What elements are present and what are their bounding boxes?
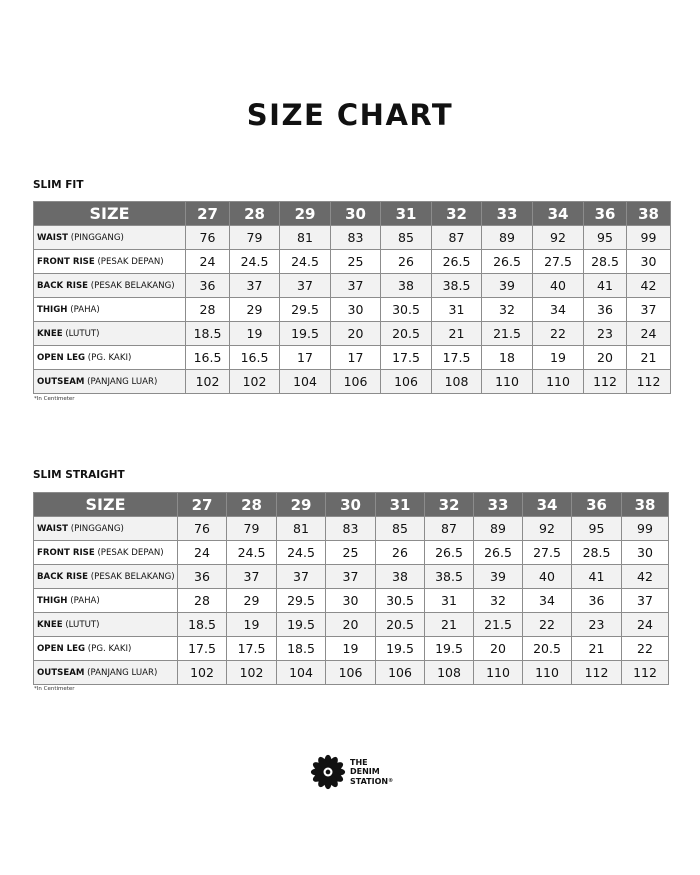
table-cell: 20 [474,637,523,661]
table-cell: 83 [326,517,376,541]
row-label-main: BACK RISE [37,280,89,291]
table-cell: 102 [227,661,277,685]
row-label-translation: (PAHA) [67,595,100,606]
table-cell: 37 [227,565,277,589]
table-cell: 21 [425,613,474,637]
table-cell: 22 [533,322,584,346]
header-size-28: 28 [227,493,277,517]
table-cell: 79 [227,517,277,541]
table-cell: 76 [178,517,227,541]
header-size-36: 36 [584,202,627,226]
row-label-main: BACK RISE [37,571,89,582]
row-label-main: FRONT RISE [37,547,95,558]
table-cell: 19 [230,322,280,346]
table-cell: 17 [280,346,331,370]
table-cell: 112 [622,661,669,685]
table-cell: 21.5 [474,613,523,637]
table-cell: 26.5 [425,541,474,565]
table-cell: 17.5 [381,346,432,370]
row-label [34,661,178,685]
table-cell: 18 [482,346,533,370]
table-cell: 108 [425,661,474,685]
table-cell: 36 [178,565,227,589]
table-cell: 26.5 [482,250,533,274]
table-cell: 37 [326,565,376,589]
row-label [34,250,186,274]
table-cell: 18.5 [277,637,326,661]
table-cell: 27.5 [523,541,572,565]
table-cell: 36 [186,274,230,298]
table-cell: 17.5 [178,637,227,661]
row-label [34,370,186,394]
row-label-main: OUTSEAM [37,376,85,387]
header-size-32: 32 [425,493,474,517]
table-cell: 37 [331,274,381,298]
header-size-27: 27 [178,493,227,517]
row-label-translation: (LUTUT) [62,619,100,630]
table-cell: 112 [584,370,627,394]
row-label-translation: (PANJANG LUAR) [84,376,158,387]
table-cell: 99 [627,226,671,250]
table-cell: 29.5 [280,298,331,322]
table-cell: 20.5 [381,322,432,346]
row-label [34,346,186,370]
table-cell: 19.5 [277,613,326,637]
table-cell: 112 [572,661,622,685]
table-cell: 39 [482,274,533,298]
header-size-31: 31 [376,493,425,517]
table-cell: 24 [622,613,669,637]
table-cell: 110 [482,370,533,394]
table-cell: 95 [584,226,627,250]
table-cell: 92 [523,517,572,541]
table-cell: 110 [474,661,523,685]
table-cell: 89 [482,226,533,250]
table-cell: 24 [627,322,671,346]
row-label [34,226,186,250]
table-cell: 24.5 [230,250,280,274]
table-cell: 19 [326,637,376,661]
table-cell: 34 [533,298,584,322]
table-cell: 28 [178,589,227,613]
table-cell: 89 [474,517,523,541]
brand-line-2: DENIM [350,767,380,777]
table-cell: 19 [227,613,277,637]
row-label-main: WAIST [37,232,68,243]
row-label [34,274,186,298]
row-label [34,637,178,661]
table-cell: 34 [523,589,572,613]
table-cell: 29 [227,589,277,613]
table-cell: 21 [572,637,622,661]
table-cell: 108 [432,370,482,394]
table-cell: 17.5 [432,346,482,370]
header-size-33: 33 [474,493,523,517]
table-cell: 23 [572,613,622,637]
brand-line-1: THE [350,757,368,767]
table-header-row [34,202,671,226]
table-row [34,661,669,685]
table-cell: 36 [584,298,627,322]
table-cell: 29.5 [277,589,326,613]
table-cell: 104 [277,661,326,685]
row-label [34,517,178,541]
footnote-slim-straight: *In Centimeter [34,686,75,692]
table-cell: 30 [627,250,671,274]
table-cell: 19.5 [376,637,425,661]
table-cell: 27.5 [533,250,584,274]
table-cell: 24 [178,541,227,565]
table-cell: 30 [326,589,376,613]
row-label [34,613,178,637]
row-label-translation: (LUTUT) [62,328,100,339]
row-label-translation: (PAHA) [67,304,100,315]
table-row [34,517,669,541]
table-cell: 40 [533,274,584,298]
table-cell: 19.5 [425,637,474,661]
row-label-translation: (PESAK DEPAN) [94,256,164,267]
table-cell: 30.5 [381,298,432,322]
table-cell: 16.5 [230,346,280,370]
row-label-main: FRONT RISE [37,256,95,267]
table-cell: 21.5 [482,322,533,346]
table-cell: 85 [376,517,425,541]
row-label-translation: (PG. KAKI) [85,643,132,654]
table-cell: 40 [523,565,572,589]
table-cell: 41 [584,274,627,298]
row-label-translation: (PANJANG LUAR) [84,667,158,678]
table-cell: 30 [331,298,381,322]
header-size-34: 34 [523,493,572,517]
table-cell: 23 [584,322,627,346]
table-cell: 38.5 [432,274,482,298]
table-cell: 106 [376,661,425,685]
page-title: SIZE CHART [246,98,454,132]
row-label [34,589,178,613]
table-cell: 31 [425,589,474,613]
table-cell: 42 [627,274,671,298]
table-cell: 36 [572,589,622,613]
table-cell: 39 [474,565,523,589]
table-cell: 26 [376,541,425,565]
table-cell: 38.5 [425,565,474,589]
table-header-row [34,493,669,517]
table-cell: 18.5 [186,322,230,346]
table-cell: 106 [381,370,432,394]
row-label-main: THIGH [37,304,68,315]
table-row [34,613,669,637]
table-row [34,322,671,346]
table-cell: 31 [432,298,482,322]
table-cell: 37 [277,565,326,589]
table-cell: 102 [178,661,227,685]
row-label-main: THIGH [37,595,68,606]
table-cell: 38 [376,565,425,589]
brand-name [350,758,393,787]
table-row [34,589,669,613]
row-label-translation: (PG. KAKI) [85,352,132,363]
size-table-slim-straight [33,492,669,685]
table-cell: 22 [523,613,572,637]
table-cell: 104 [280,370,331,394]
header-size-28: 28 [230,202,280,226]
flower-icon [310,754,346,790]
size-table-slim-fit [33,201,671,394]
table-cell: 24.5 [227,541,277,565]
table-cell: 16.5 [186,346,230,370]
header-size-label: SIZE [34,202,186,226]
footnote-slim-fit: *In Centimeter [34,396,75,402]
row-label [34,541,178,565]
table-row [34,541,669,565]
table-cell: 28.5 [584,250,627,274]
table-cell: 32 [482,298,533,322]
table-cell: 92 [533,226,584,250]
table-cell: 110 [533,370,584,394]
table-cell: 102 [230,370,280,394]
table-cell: 20.5 [376,613,425,637]
row-label [34,565,178,589]
header-size-31: 31 [381,202,432,226]
table-cell: 87 [425,517,474,541]
table-cell: 21 [432,322,482,346]
table-cell: 28.5 [572,541,622,565]
header-size-29: 29 [280,202,331,226]
table-cell: 42 [622,565,669,589]
table-cell: 30.5 [376,589,425,613]
table-row [34,346,671,370]
table-row [34,226,671,250]
table-cell: 110 [523,661,572,685]
table-cell: 20 [326,613,376,637]
table-cell: 87 [432,226,482,250]
table-cell: 95 [572,517,622,541]
table-cell: 38 [381,274,432,298]
table-cell: 25 [331,250,381,274]
table-row [34,298,671,322]
table-cell: 28 [186,298,230,322]
section-title-slim-straight: SLIM STRAIGHT [33,469,125,481]
table-row [34,565,669,589]
table-cell: 26.5 [432,250,482,274]
table-cell: 17 [331,346,381,370]
header-size-label: SIZE [34,493,178,517]
row-label-main: KNEE [37,619,63,630]
row-label-translation: (PESAK BELAKANG) [88,280,175,291]
table-row [34,637,669,661]
table-cell: 37 [230,274,280,298]
table-row [34,274,671,298]
table-cell: 99 [622,517,669,541]
table-cell: 102 [186,370,230,394]
section-title-slim-fit: SLIM FIT [33,179,84,191]
row-label [34,298,186,322]
row-label-translation: (PINGGANG) [68,232,124,243]
table-cell: 24.5 [277,541,326,565]
header-size-38: 38 [622,493,669,517]
table-cell: 32 [474,589,523,613]
header-size-36: 36 [572,493,622,517]
table-cell: 24 [186,250,230,274]
row-label-main: KNEE [37,328,63,339]
brand-line-3: STATION® [350,776,394,786]
table-cell: 19 [533,346,584,370]
row-label-main: OUTSEAM [37,667,85,678]
table-cell: 37 [622,589,669,613]
table-cell: 26 [381,250,432,274]
header-size-34: 34 [533,202,584,226]
header-size-30: 30 [331,202,381,226]
table-cell: 29 [230,298,280,322]
brand-logo [310,752,410,792]
table-cell: 21 [627,346,671,370]
row-label-main: OPEN LEG [37,643,86,654]
table-cell: 79 [230,226,280,250]
table-cell: 106 [326,661,376,685]
row-label-translation: (PESAK DEPAN) [94,547,164,558]
row-label-main: WAIST [37,523,68,534]
row-label [34,322,186,346]
row-label-main: OPEN LEG [37,352,86,363]
table-cell: 24.5 [280,250,331,274]
table-row [34,370,671,394]
table-cell: 37 [627,298,671,322]
table-cell: 85 [381,226,432,250]
header-size-38: 38 [627,202,671,226]
row-label-translation: (PINGGANG) [68,523,124,534]
table-cell: 106 [331,370,381,394]
header-size-32: 32 [432,202,482,226]
table-cell: 20 [331,322,381,346]
table-cell: 19.5 [280,322,331,346]
table-cell: 83 [331,226,381,250]
row-label-translation: (PESAK BELAKANG) [88,571,175,582]
table-cell: 18.5 [178,613,227,637]
table-cell: 41 [572,565,622,589]
header-size-29: 29 [277,493,326,517]
table-cell: 30 [622,541,669,565]
header-size-33: 33 [482,202,533,226]
table-cell: 22 [622,637,669,661]
header-size-27: 27 [186,202,230,226]
table-row [34,250,671,274]
table-cell: 20 [584,346,627,370]
table-cell: 17.5 [227,637,277,661]
table-cell: 25 [326,541,376,565]
header-size-30: 30 [326,493,376,517]
table-cell: 81 [277,517,326,541]
table-cell: 81 [280,226,331,250]
table-cell: 26.5 [474,541,523,565]
table-cell: 112 [627,370,671,394]
table-cell: 20.5 [523,637,572,661]
table-cell: 37 [280,274,331,298]
table-cell: 76 [186,226,230,250]
